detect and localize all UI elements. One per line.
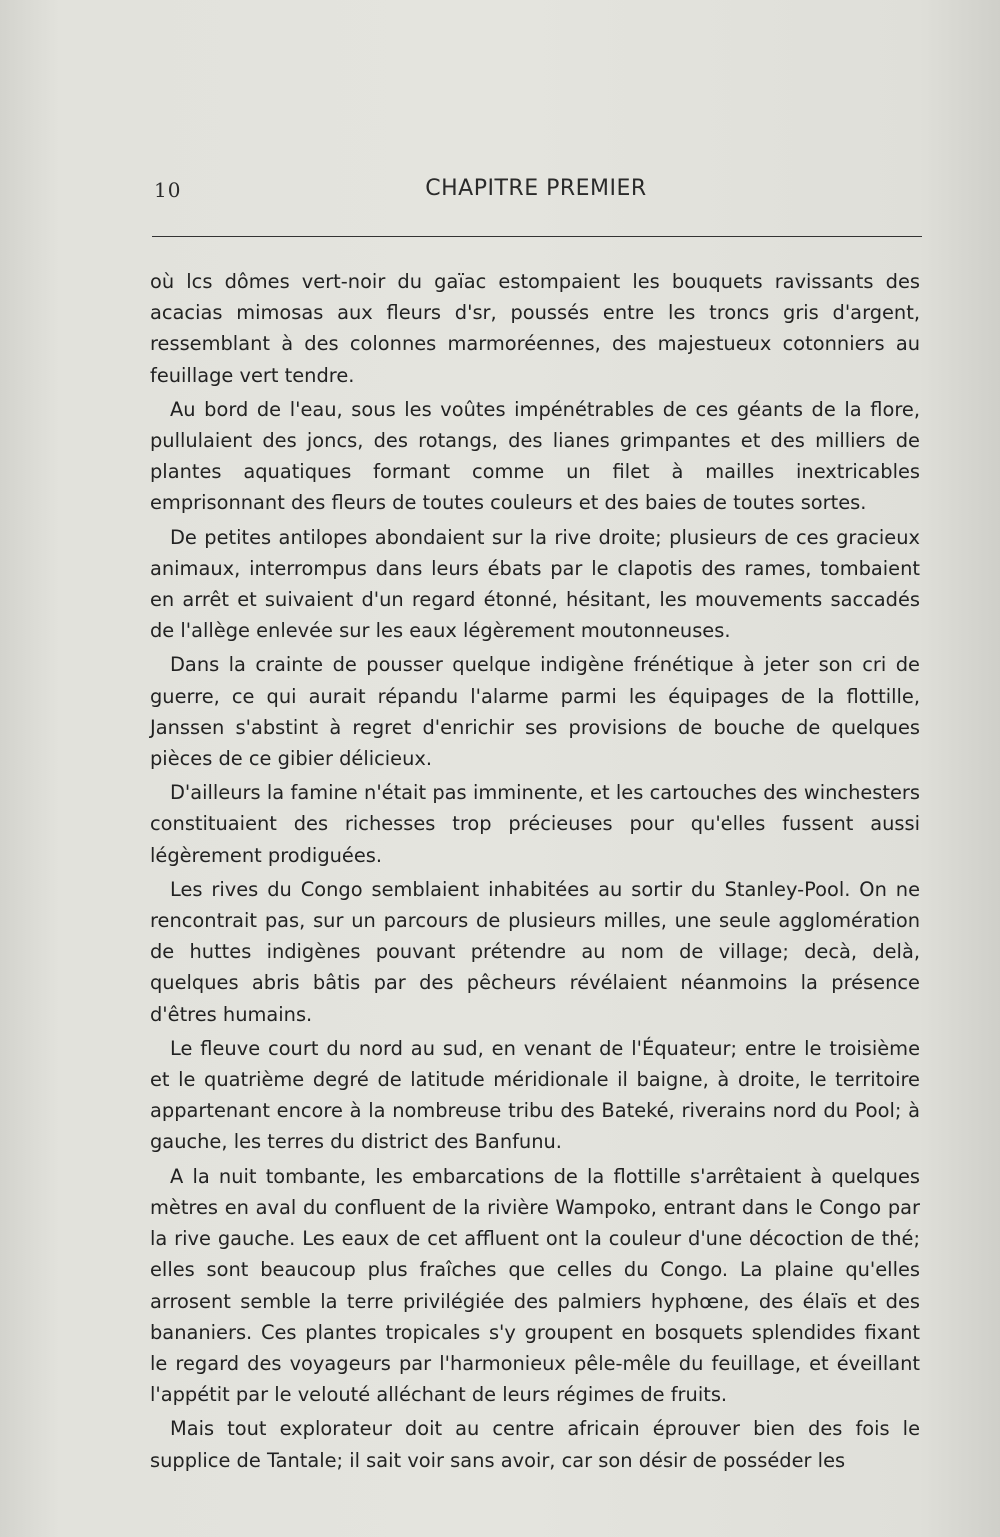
paragraph: Les rives du Congo semblaient inhabitées au sortir du Stanley-Pool. On ne rencontrait pas, sur un parcours de plusieurs milles, une seule agglomération de huttes indigènes pouvant prétendre au nom de village; decà, delà, quelques abris bâtis par des pêcheurs révélaient néanmoins la présence d'êtres humains. bbox=[150, 877, 920, 1026]
page-number: 10 bbox=[154, 178, 182, 202]
header-rule bbox=[152, 236, 922, 237]
paragraph: où lcs dômes vert-noir du gaïac estompaient les bouquets ravissants des acacias mimosas aux fleurs d'sr, poussés entre les troncs gris d'argent, ressemblant à des colonnes marmoréennes, des majestueux cotonniers au feuillage vert tendre. bbox=[150, 270, 920, 387]
paragraph: Le fleuve court du nord au sud, en venant de l'Équateur; entre le troisième et le quatrième degré de latitude méridionale il baigne, à droite, le territoire appartenant encore à la nombreuse tribu des Bateké, riverains nord du Pool; à gauche, les terres du district des Banfunu. bbox=[150, 1036, 920, 1154]
paragraph: De petites antilopes abondaient sur la rive droite; plusieurs de ces gracieux animaux, interrompus dans leurs ébats par le clapotis des rames, tombaient en arrêt et suivaient d'un regard étonné, hésitant, les mouvements saccadés de l'allège enlevée sur les eaux légèrement moutonneuses. bbox=[150, 525, 920, 643]
paragraph: Au bord de l'eau, sous les voûtes impénétrables de ces géants de la flore, pullulaient des joncs, des rotangs, des lianes grimpantes et des milliers de plantes aquatiques formant comme un filet à mailles inextricables emprisonnant des fleurs de toutes couleurs et des baies de toutes sortes. bbox=[150, 397, 920, 515]
body-text bbox=[150, 266, 920, 1476]
chapter-title: CHAPITRE PREMIER bbox=[425, 176, 647, 201]
paragraph: Mais tout explorateur doit au centre africain éprouver bien des fois le supplice de Tantale; il sait voir sans avoir, car son désir de posséder les bbox=[150, 1417, 920, 1472]
running-head bbox=[150, 176, 922, 208]
paragraph: Dans la crainte de pousser quelque indigène frénétique à jeter son cri de guerre, ce qui aurait répandu l'alarme parmi les équipages de la flottille, Janssen s'abstint à regret d'enrichir ses provisions de bouche de quelques pièces de ce gibier délicieux. bbox=[150, 653, 920, 771]
paragraph: D'ailleurs la famine n'était pas imminente, et les cartouches des winchesters constituaient des richesses trop précieuses pour qu'elles fussent aussi légèrement prodiguées. bbox=[150, 781, 920, 867]
paragraph: A la nuit tombante, les embarcations de la flottille s'arrêtaient à quelques mètres en aval du confluent de la rivière Wampoko, entrant dans le Congo par la rive gauche. Les eaux de cet affluent ont la couleur d'une décoction de thé; elles sont beaucoup plus fraîches que celles du Congo. La plaine qu'elles arrosent semble la terre privilégiée des palmiers hyphœne, des élaïs et des bananiers. Ces plantes tropicales s'y groupent en bosquets splendides fixant le regard des voyageurs par l'harmonieux pêle-mêle du feuillage, et éveillant l'appétit par le velouté alléchant de leurs régimes de fruits. bbox=[150, 1164, 920, 1407]
